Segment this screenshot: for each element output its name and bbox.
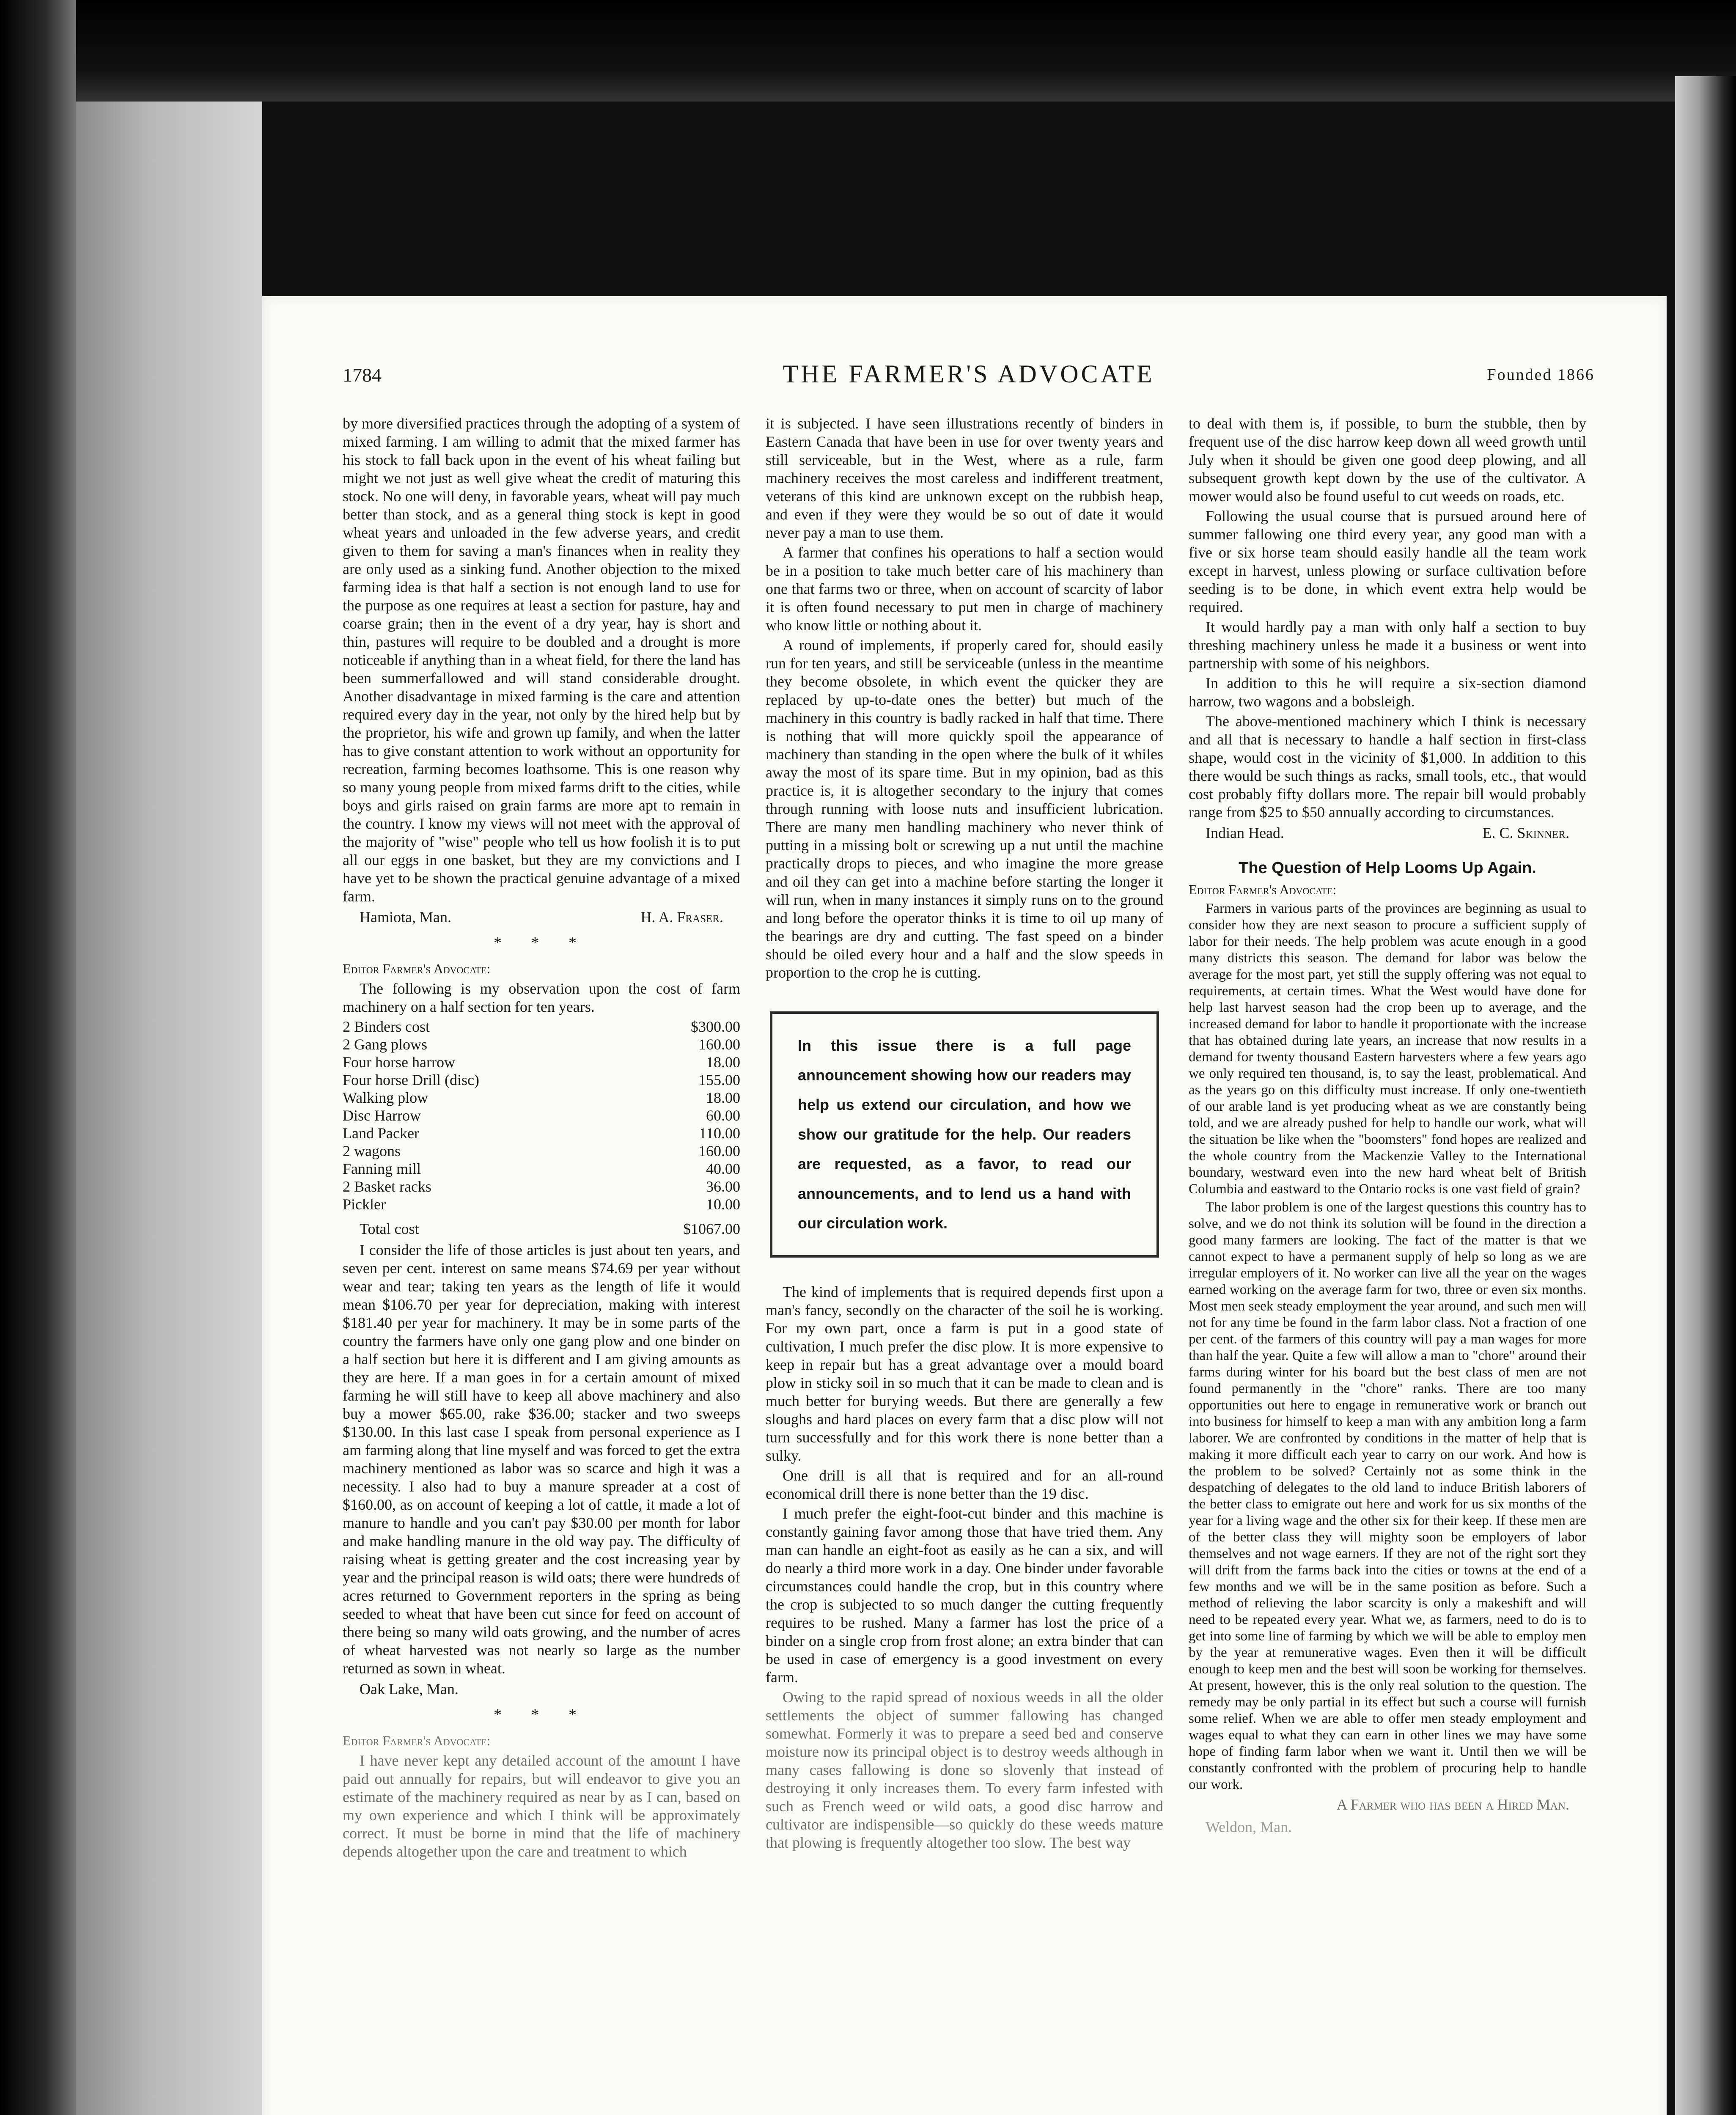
letter-skinner-author: E. C. Skinner. — [1482, 824, 1569, 841]
founded-year: Founded 1866 — [1487, 366, 1595, 384]
col3-paragraph-7: The labor problem is one of the largest questions this country has to solve, and we do not think its solution will be found in the direction a good many farmers are looking. The fact of the matter is that we cannot expect to have a permanent supply of help so long as we are irregular employers of it. No worker can live all the year on the wages earned working on the average farm for two, three or even six months. Most men seek steady employment the year around, and such men will not for any time be found in the farm labor class. Not a fraction of one per cent. of the farmers of this country will pay a man wages for more than half the year. Quite a few will allow a man to "chore" around their farms during winter for his board but the best class of men are not found permanently in the "chore" ranks. There are too many opportunities out here to engage in remunerative work or branch out into business for himself to keep a man with any ambition long a farm laborer. We are confronted by conditions in the matter of help that is making it more difficult each year to carry on our work. And how is the problem to be solved? Certainly not as some think in the despatching of delegates to the old land to induce British laborers of the better class to emigrate out here and work for us six months of the year for a living wage and the other six for their keep. If these men are of the better class they will mighty soon be employers of labor themselves and not wage earners. If they are not of the right sort they will drift from the farms back into the cities or towns at the end of a few months and we will be in the same position as before. Such a method of relieving the labor scarcity is only a makeshift and will need to be repeated every year. What we, as farmers, need to do is to get into some line of farming by which we will be able to employ men by the year at remunerative wages. Even then it will be difficult enough to keep men and the best will soon be working for themselves. At present, however, this is the only real solution to the question. The remedy may be only partial in its effect but such a course will furnish some relief. When we are able to offer men steady employment and wages equal to what they can earn in other lines we may have some hope of finding farm labor when we want it. Until then we will be constantly confronted with the problem of procuring help to handle our work. — [1189, 1200, 1586, 1792]
col2-paragraph-1: it is subjected. I have seen illustrations recently of binders in Eastern Canada that have been in use for over twenty years and still serviceable, but in the West, where as a rule, farm machinery receives the most careless and indifferent treatment, veterans of this kind are unknown except on the rubbish heap, and even if they were they would be so out of date it would never pay a man to use them. — [766, 415, 1163, 541]
cost-item-amount: 40.00 — [706, 1160, 740, 1177]
col3-paragraph-6: Farmers in various parts of the provinces are beginning as usual to consider how they are next season to procure a sufficient supply of labor for their needs. The help problem was acute enough in a good many districts this season. The demand for labor was below the average for the most part, yet still the supply offering was not equal to requirements, at certain times. What the West would have done for help last harvest season had the crop been up to average, and the increased demand for labor to handle it proportionate with the increase that has obtained during late years, an increase that now results in a demand for twenty thousand Eastern harvesters where a few years ago we only required ten thousand, is, to say the least, problematical. And as the years go on this difficulty must increase. If only one-twentieth of our arable land is yet producing wheat as we are constantly being told, and we are already pushed for help to handle our work, what will the situation be like when the "boomsters" fond hopes are realized and the whole country from the Mackenzie Valley to the International boundary, westward even into the new hard wheat belt of British Columbia and eastward to the Ontario rocks is one vast field of grain? — [1189, 901, 1586, 1197]
cost-item-label: Disc Harrow — [343, 1107, 421, 1124]
cost-item-label: 2 Gang plows — [343, 1036, 427, 1053]
cost-row — [343, 1195, 740, 1213]
circulation-notice-box: In this issue there is a full page announcement showing how our readers may help us extend our circulation, and how we show our gratitude for the help. Our readers are requested, as a favor, to read our announcements, and to lend us a hand with our circulation work. — [770, 1011, 1159, 1258]
col2-paragraph-5: One drill is all that is required and for an all-round economical drill there is none better than the 19 disc. — [766, 1467, 1163, 1502]
cost-row — [343, 1018, 740, 1036]
cost-item-amount: 155.00 — [698, 1071, 740, 1088]
letter-cost-body: I consider the life of those articles is just about ten years, and seven per cent. interest on same means $74.69 per year without wear and tear; taking ten years as the length of life it would mean $106.70 per year for depreciation, making with interest $181.40 per year for machinery. It may be in some parts of the country the farmers have only one gang plow and one binder on a half section but here it is different and I am giving amounts as they are here. If a man goes in for a certain amount of mixed farming he will still have to keep all above machinery and also buy a mower $65.00, rake $36.00; stacker and two sweeps $130.00. In this last case I speak from personal experience as I am farming along that line myself and was forced to get the extra machinery mentioned as labor was so scarce and high it was a necessity. I also had to buy a manure spreader at a cost of $160.00, as on account of keeping a lot of cattle, it made a lot of manure to handle and you can't pay $30.00 per month for labor and make handling manure in the old way pay. The difficulty of raising wheat is getting greater and the cost increasing year by year and the principal reason is wild oats; there were hundreds of acres returned to Government reporters in the spring as being seeded to wheat that have been cut since for feed on account of there being so many wild oats growing, and the number of acres of wheat harvested was not nearly so large as the number returned as sown in wheat. — [343, 1242, 740, 1677]
col2-paragraph-6: I much prefer the eight-foot-cut binder and this machine is constantly gaining favor among those that have tried them. Any man can handle an eight-foot as easily as he can a six, and will do nearly a third more work in a day. One binder under favorable circumstances could handle the crop, but in this country where the crop is subjected to so much danger the cutting frequently requires to be rushed. Many a farmer has lost the price of a binder on a single crop from frost alone; an extra binder that can be used in case of emergency is a good investment on every farm. — [766, 1505, 1163, 1686]
cost-item-amount: 10.00 — [706, 1196, 740, 1213]
cost-row — [343, 1178, 740, 1195]
col2-paragraph-7: Owing to the rapid spread of noxious weeds in all the older settlements the object of summer fallowing has changed somewhat. Formerly it was to prepare a seed bed and conserve moisture now its principal object is to destroy weeds although in many cases fallowing is done so slovenly that instead of destroying it only increases them. To every farm infested with such as French weed or wild oats, a good disc harrow and cultivator are indispensible—so quickly do these weeds mature that plowing is frequently altogether too slow. The best way — [766, 1689, 1163, 1851]
col2-paragraph-2: A farmer that confines his operations to half a section would be in a position to take much better care of his machinery than one that farms two or three, when on account of scarcity of labor it is often found necessary to put men in charge of machinery who know little or nothing about it. — [766, 544, 1163, 634]
cost-total-label: Total cost — [360, 1220, 419, 1237]
letter-cost-intro: The following is my observation upon the cost of farm machinery on a half section for ten years. — [343, 980, 740, 1015]
cost-row — [343, 1053, 740, 1071]
col3-paragraph-4: In addition to this he will require a six-section diamond harrow, two wagons and a bobsleigh. — [1189, 675, 1586, 710]
col3-paragraph-2: Following the usual course that is pursued around here of summer fallowing one third every year, any good man with a five or six horse team should easily handle all the team work except in harvest, unless plowing or surface cultivation before seeding is to be done, in which event extra help would be required. — [1189, 508, 1586, 615]
cost-row — [343, 1124, 740, 1142]
column-2 — [766, 415, 1163, 1854]
cost-item-amount: 110.00 — [699, 1125, 740, 1142]
machinery-cost-table — [343, 1018, 740, 1238]
letter-skinner-place: Indian Head. — [1206, 824, 1284, 841]
editor-salutation: Editor Farmer's Advocate: — [343, 961, 491, 976]
page-number: 1784 — [343, 364, 382, 386]
cost-item-label: 2 Binders cost — [343, 1018, 430, 1035]
cost-item-label: Four horse harrow — [343, 1054, 455, 1071]
section-divider-stars-2: * * * — [494, 1706, 589, 1724]
cost-total-row — [343, 1213, 740, 1238]
cost-item-amount: $300.00 — [691, 1018, 740, 1035]
editor-salutation-3: Editor Farmer's Advocate: — [1189, 882, 1337, 897]
scan-dark-edge-top — [76, 0, 1736, 102]
cost-item-label: Walking plow — [343, 1089, 429, 1106]
cost-item-label: Land Packer — [343, 1125, 419, 1142]
letter-oak-lake-signature — [343, 1680, 740, 1698]
cost-item-amount: 18.00 — [706, 1089, 740, 1106]
column-1 — [343, 415, 740, 1862]
column-3 — [1189, 415, 1586, 1836]
scan-gray-margin — [76, 102, 262, 2115]
cost-item-label: 2 wagons — [343, 1143, 401, 1159]
cost-total-amount: $1067.00 — [683, 1220, 740, 1237]
letter-skinner-signature — [1189, 824, 1586, 842]
letter-oak-lake-place: Oak Lake, Man. — [360, 1681, 459, 1697]
letter-hired-man-author: A Farmer who has been a Hired Man. — [1336, 1796, 1569, 1813]
newspaper-page — [262, 296, 1667, 2115]
cost-item-amount: 60.00 — [706, 1107, 740, 1124]
cost-item-label: Fanning mill — [343, 1160, 421, 1177]
scan-adjacent-page-strip — [1675, 76, 1736, 2115]
col3-paragraph-1: to deal with them is, if possible, to burn the stubble, then by frequent use of the disc harrow keep down all weed growth until July when it should be given one good deep plowing, and all subsequent growth kept down by the use of the cultivator. A mower would also be found useful to cut weeds on roads, etc. — [1189, 415, 1586, 505]
scan-dark-edge-left — [0, 0, 76, 2115]
cost-row — [343, 1107, 740, 1124]
letter-hired-man-place: Weldon, Man. — [1206, 1818, 1292, 1835]
col3-paragraph-3: It would hardly pay a man with only half a section to buy threshing machinery unless he made it a business or went into partnership with some of his neighbors. — [1189, 618, 1586, 672]
masthead-title: THE FARMER'S ADVOCATE — [783, 360, 1155, 388]
cost-row — [343, 1071, 740, 1089]
cost-row — [343, 1036, 740, 1053]
section-divider-stars: * * * — [494, 934, 589, 952]
cost-item-label: 2 Basket racks — [343, 1178, 431, 1195]
cost-item-label: Pickler — [343, 1196, 386, 1213]
col2-paragraph-4: The kind of implements that is required depends first upon a man's fancy, secondly on the character of the soil he is working. For my own part, once a farm is put in a good state of cultivation, I much prefer the disc plow. It is more expensive to keep in repair but has a great advantage over a mould board plow in sticky soil in so much that it can be made to clean and is much better for burying weeds. But there are generally a few sloughs and hard places on every farm that a disc plow will not turn successfully and for this work there is none better than a sulky. — [766, 1283, 1163, 1464]
col2-paragraph-3: A round of implements, if properly cared for, should easily run for ten years, and still be serviceable (unless in the meantime they become obsolete, in which event the quicker they are replaced by up-to-date ones the better) but much of the machinery in this country is badly racked in half that time. There is nothing that will more quickly spoil the appearance of machinery than standing in the open where the bulk of it whiles away the most of its spare time. But in my opinion, bad as this practice is, it is altogether secondary to the injury that comes through running with loose nuts and insufficient lubrication. There are many men handling machinery who never think of putting in a missing bolt or screwing up a nut until the machine practically drops to pieces, and who imagine the more grease and oil they can get into a machine before starting the longer it will run, when in many instances it simply runs on to the ground and long before the operator thinks it is time to oil up many of the bearings are dry and cutting. The fast speed on a binder should be oiled every hour and a half and the slow speeds in proportion to the crop he is cutting. — [766, 637, 1163, 981]
cost-item-amount: 160.00 — [698, 1036, 740, 1053]
cost-item-amount: 36.00 — [706, 1178, 740, 1195]
cost-item-amount: 18.00 — [706, 1054, 740, 1071]
article-heading-help: The Question of Help Looms Up Again. — [1239, 859, 1536, 877]
cost-item-amount: 160.00 — [698, 1143, 740, 1159]
cost-row — [343, 1089, 740, 1107]
editor-salutation-2: Editor Farmer's Advocate: — [343, 1733, 491, 1748]
cost-item-label: Four horse Drill (disc) — [343, 1071, 479, 1088]
letter-repairs-start: I have never kept any detailed account of the amount I have paid out annually for repairs, but will endeavor to give you an estimate of the machinery required as near by as I can, based on my own experience and which I think will be approximately correct. It must be borne in mind that the life of machinery depends altogether upon the care and treatment to which — [343, 1752, 740, 1860]
col3-paragraph-5: The above-mentioned machinery which I think is necessary and all that is necessary to handle a half section in first-class shape, would cost in the vicinity of $1,000. In addition to this there would be such things as racks, small tools, etc., that would cost probably fifty dollars more. The repair bill would probably range from $25 to $50 annually according to circumstances. — [1189, 713, 1586, 821]
letter-fraser-author: H. A. Fraser. — [640, 909, 723, 926]
letter-fraser-signature — [343, 908, 740, 926]
running-head — [343, 360, 1595, 393]
letter-hired-man-signature — [1189, 1796, 1586, 1814]
cost-row — [343, 1160, 740, 1178]
letter-fraser-body: by more diversified practices through the adopting of a system of mixed farming. I am willing to admit that the mixed farmer has his stock to fall back upon in the event of his wheat failing but might we not just as well give wheat the credit of maturing this stock. No one will deny, in favorable years, wheat will pay much better than stock, and as a general thing stock is kept in good wheat years and unloaded in the few adverse years, and credit given to them for saving a man's finances when in reality they are only used as a sinking fund. Another objection to the mixed farming idea is that half a section is not enough land to use for the purpose as one requires at least a section for pasture, hay and coarse grain; then in the event of a dry year, hay is short and thin, pastures will require to be doubled and a drought is more noticeable if anything than in a wheat field, for there the land has been summerfallowed and will stand considerable drought. Another disadvantage in mixed farming is the care and attention required every day in the year, not only by the hired help but by the proprietor, his wife and grown up family, and when the latter has to give constant attention to work without an opportunity for recreation, farming becomes loathsome. This is one reason why so many young people from mixed farms drift to the cities, while boys and girls raised on grain farms are more apt to remain in the country. I know my views will not meet with the approval of the majority of "wise" people who tell us how foolish it is to put all our eggs in one basket, but they are my convictions and I have yet to be shown the practical genuine advantage of a mixed farm. — [343, 415, 740, 905]
cost-row — [343, 1142, 740, 1160]
letter-fraser-place: Hamiota, Man. — [360, 909, 451, 926]
